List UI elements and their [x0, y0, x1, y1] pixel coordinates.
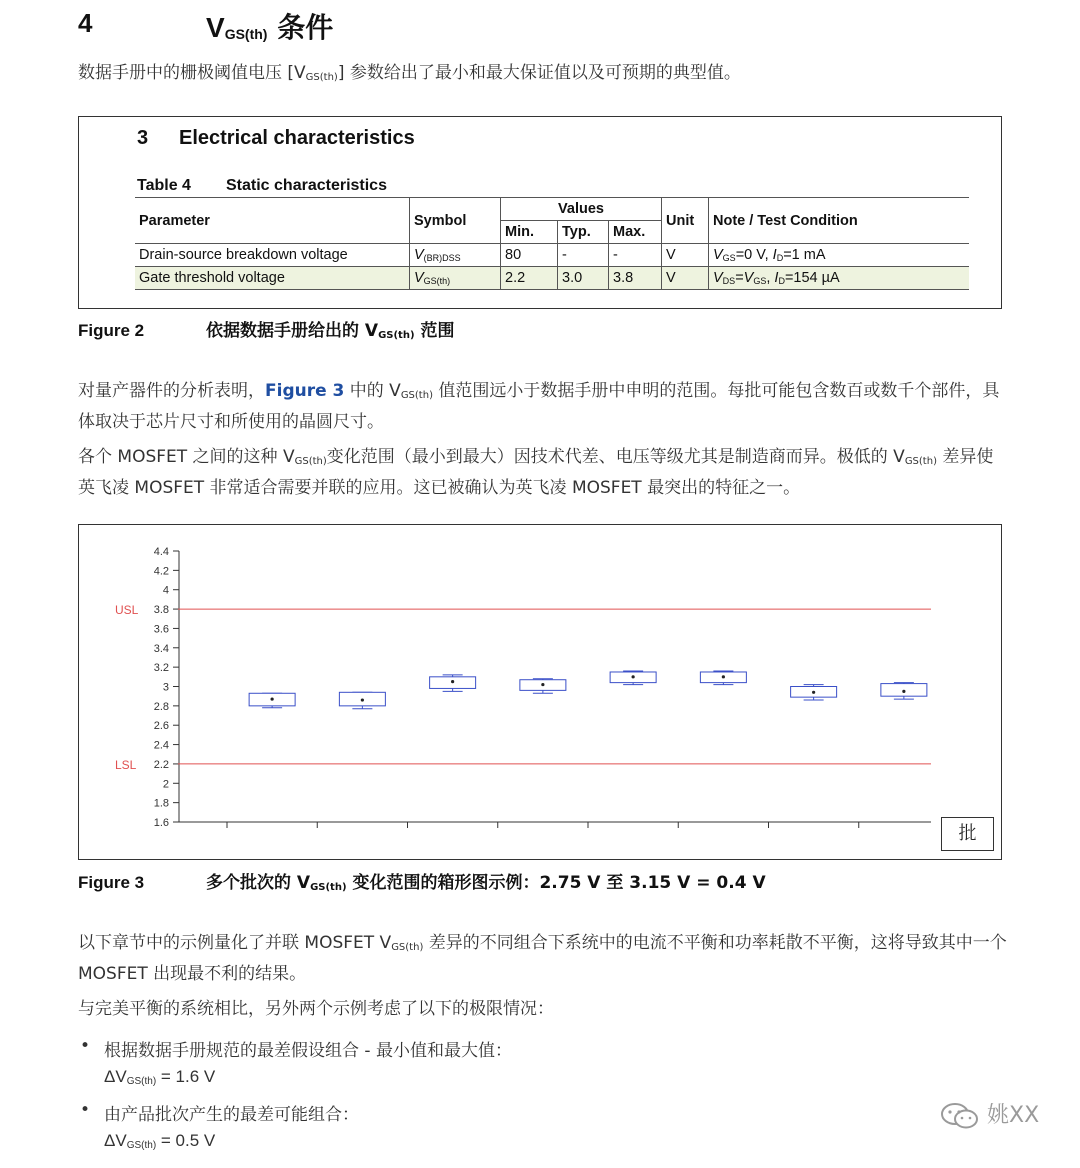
x-axis-label: 批	[941, 817, 994, 851]
table-title: Table 4 Static characteristics	[137, 177, 387, 194]
header-values: Values	[501, 198, 662, 221]
y-tick-label: 3.8	[153, 604, 169, 617]
box-mean-point	[541, 683, 544, 686]
boxplot-svg	[79, 525, 1000, 858]
y-tick-label: 2.8	[153, 700, 169, 713]
y-tick-label: 2.6	[153, 720, 169, 733]
box-mean-point	[271, 697, 274, 700]
box-mean-point	[722, 675, 725, 678]
variation-paragraph: 各个 MOSFET 之间的这种 $V_{GS(th)}$变化范围（最小到最大）因技术代差、电压等级尤其是制造商而异。极低的 $V_{GS(th)}$ 差异使英飞凌 MOSFET 非常适合需要并联的应用。这已被确认为英飞凌 MOSFET 最突出的特征之一。	[78, 447, 994, 498]
cell-unit: V	[662, 244, 709, 267]
cell-typ: 3.0	[558, 267, 609, 290]
y-tick-label: 2.4	[153, 739, 169, 752]
cell-symbol: $V_{GS(th)}$	[410, 267, 501, 290]
header-unit: Unit	[662, 198, 709, 244]
table-row	[135, 244, 969, 267]
y-tick-label: 2.2	[153, 758, 169, 771]
figure-2-caption: Figure 2 依据数据手册给出的 $V_{GS(th)}$ 范围	[78, 321, 455, 341]
cell-min: 2.2	[501, 267, 558, 290]
cell-note: $V_{GS}=0$ V, $I_D=1$ mA	[709, 244, 970, 267]
figure-3-link[interactable]: Figure 3	[265, 381, 345, 401]
table-header-row	[135, 198, 969, 221]
cell-max: -	[609, 244, 662, 267]
limit-label-usl: USL	[115, 603, 139, 618]
section-number: 4	[78, 8, 93, 38]
cell-note: $V_{DS}=V_{GS}$, $I_D=154$ µA	[709, 267, 970, 290]
table-row-highlighted	[135, 267, 969, 290]
y-tick-label: 4.2	[153, 565, 169, 578]
y-tick-label: 1.6	[153, 817, 169, 829]
delta-value: $\Delta V_{GS(th)} = 0.5$ V	[104, 1131, 216, 1151]
cell-max: 3.8	[609, 267, 662, 290]
analysis-paragraph: 对量产器件的分析表明，Figure 3 中的 $V_{GS(th)}$ 值范围远小于数据手册中申明的范围。每批可能包含数百或数千个部件，具体取决于芯片尺寸和所使用的晶圆尺寸。	[78, 381, 1000, 432]
y-tick-label: 4.4	[153, 546, 169, 558]
y-tick-label: 3	[162, 681, 169, 694]
section-title: $V_{GS(th)}$ 条件	[206, 11, 334, 44]
list-item: • 根据数据手册规范的最差假设组合 - 最小值和最大值： $\Delta V_{GS(th)} = 1.6$ V	[78, 1036, 998, 1100]
y-tick-label: 4	[162, 584, 169, 597]
y-tick-label: 3.6	[153, 623, 169, 636]
cell-parameter: Drain-source breakdown voltage	[135, 244, 410, 267]
header-note: Note / Test Condition	[709, 198, 970, 244]
y-tick-label: 1.8	[153, 797, 169, 810]
wechat-icon	[940, 1102, 980, 1130]
box-mean-point	[451, 680, 454, 683]
static-characteristics-table	[135, 197, 969, 290]
box-mean-point	[361, 698, 364, 701]
cell-typ: -	[558, 244, 609, 267]
delta-value: $\Delta V_{GS(th)} = 1.6$ V	[104, 1067, 216, 1087]
extremes-paragraph: 与完美平衡的系统相比，另外两个示例考虑了以下的极限情况：	[78, 999, 554, 1019]
header-parameter: Parameter	[135, 198, 410, 244]
cell-min: 80	[501, 244, 558, 267]
cell-parameter: Gate threshold voltage	[135, 267, 410, 290]
examples-paragraph: 以下章节中的示例量化了并联 MOSFET $V_{GS(th)}$ 差异的不同组合下系统中的电流不平衡和功率耗散不平衡，这将导致其中一个 MOSFET 出现最不利的结果。	[78, 933, 1007, 984]
box-mean-point	[632, 675, 635, 678]
electrical-characteristics-heading: 3 Electrical characteristics	[137, 127, 415, 149]
list-item: • 由产品批次产生的最差可能组合： $\Delta V_{GS(th)} = 0.5$ V	[78, 1100, 998, 1151]
figure-3-caption: Figure 3 多个批次的 $V_{GS(th)}$ 变化范围的箱形图示例：2.75 V 至 3.15 V = 0.4 V	[78, 873, 766, 893]
header-min: Min.	[501, 221, 558, 244]
y-tick-label: 3.4	[153, 642, 169, 655]
figure-2-datasheet-excerpt	[78, 116, 1002, 309]
header-typ: Typ.	[558, 221, 609, 244]
header-max: Max.	[609, 221, 662, 244]
y-tick-label: 3.2	[153, 662, 169, 675]
extreme-cases-list	[78, 1036, 998, 1151]
cell-unit: V	[662, 267, 709, 290]
y-tick-label: 2	[162, 778, 169, 791]
cell-symbol: $V_{(BR)DSS}$	[410, 244, 501, 267]
bullet-icon: •	[80, 1036, 91, 1056]
box-mean-point	[812, 691, 815, 694]
watermark: 姚XX	[940, 1098, 1039, 1130]
figure-3-boxplot	[78, 524, 1002, 860]
intro-paragraph: 数据手册中的栅极阈值电压 $[V_{GS(th)}]$ 参数给出了最小和最大保证值以及可预期的典型值。	[78, 63, 741, 83]
box-mean-point	[902, 690, 905, 693]
bullet-icon: •	[80, 1100, 91, 1120]
limit-label-lsl: LSL	[115, 757, 137, 772]
header-symbol: Symbol	[410, 198, 501, 244]
